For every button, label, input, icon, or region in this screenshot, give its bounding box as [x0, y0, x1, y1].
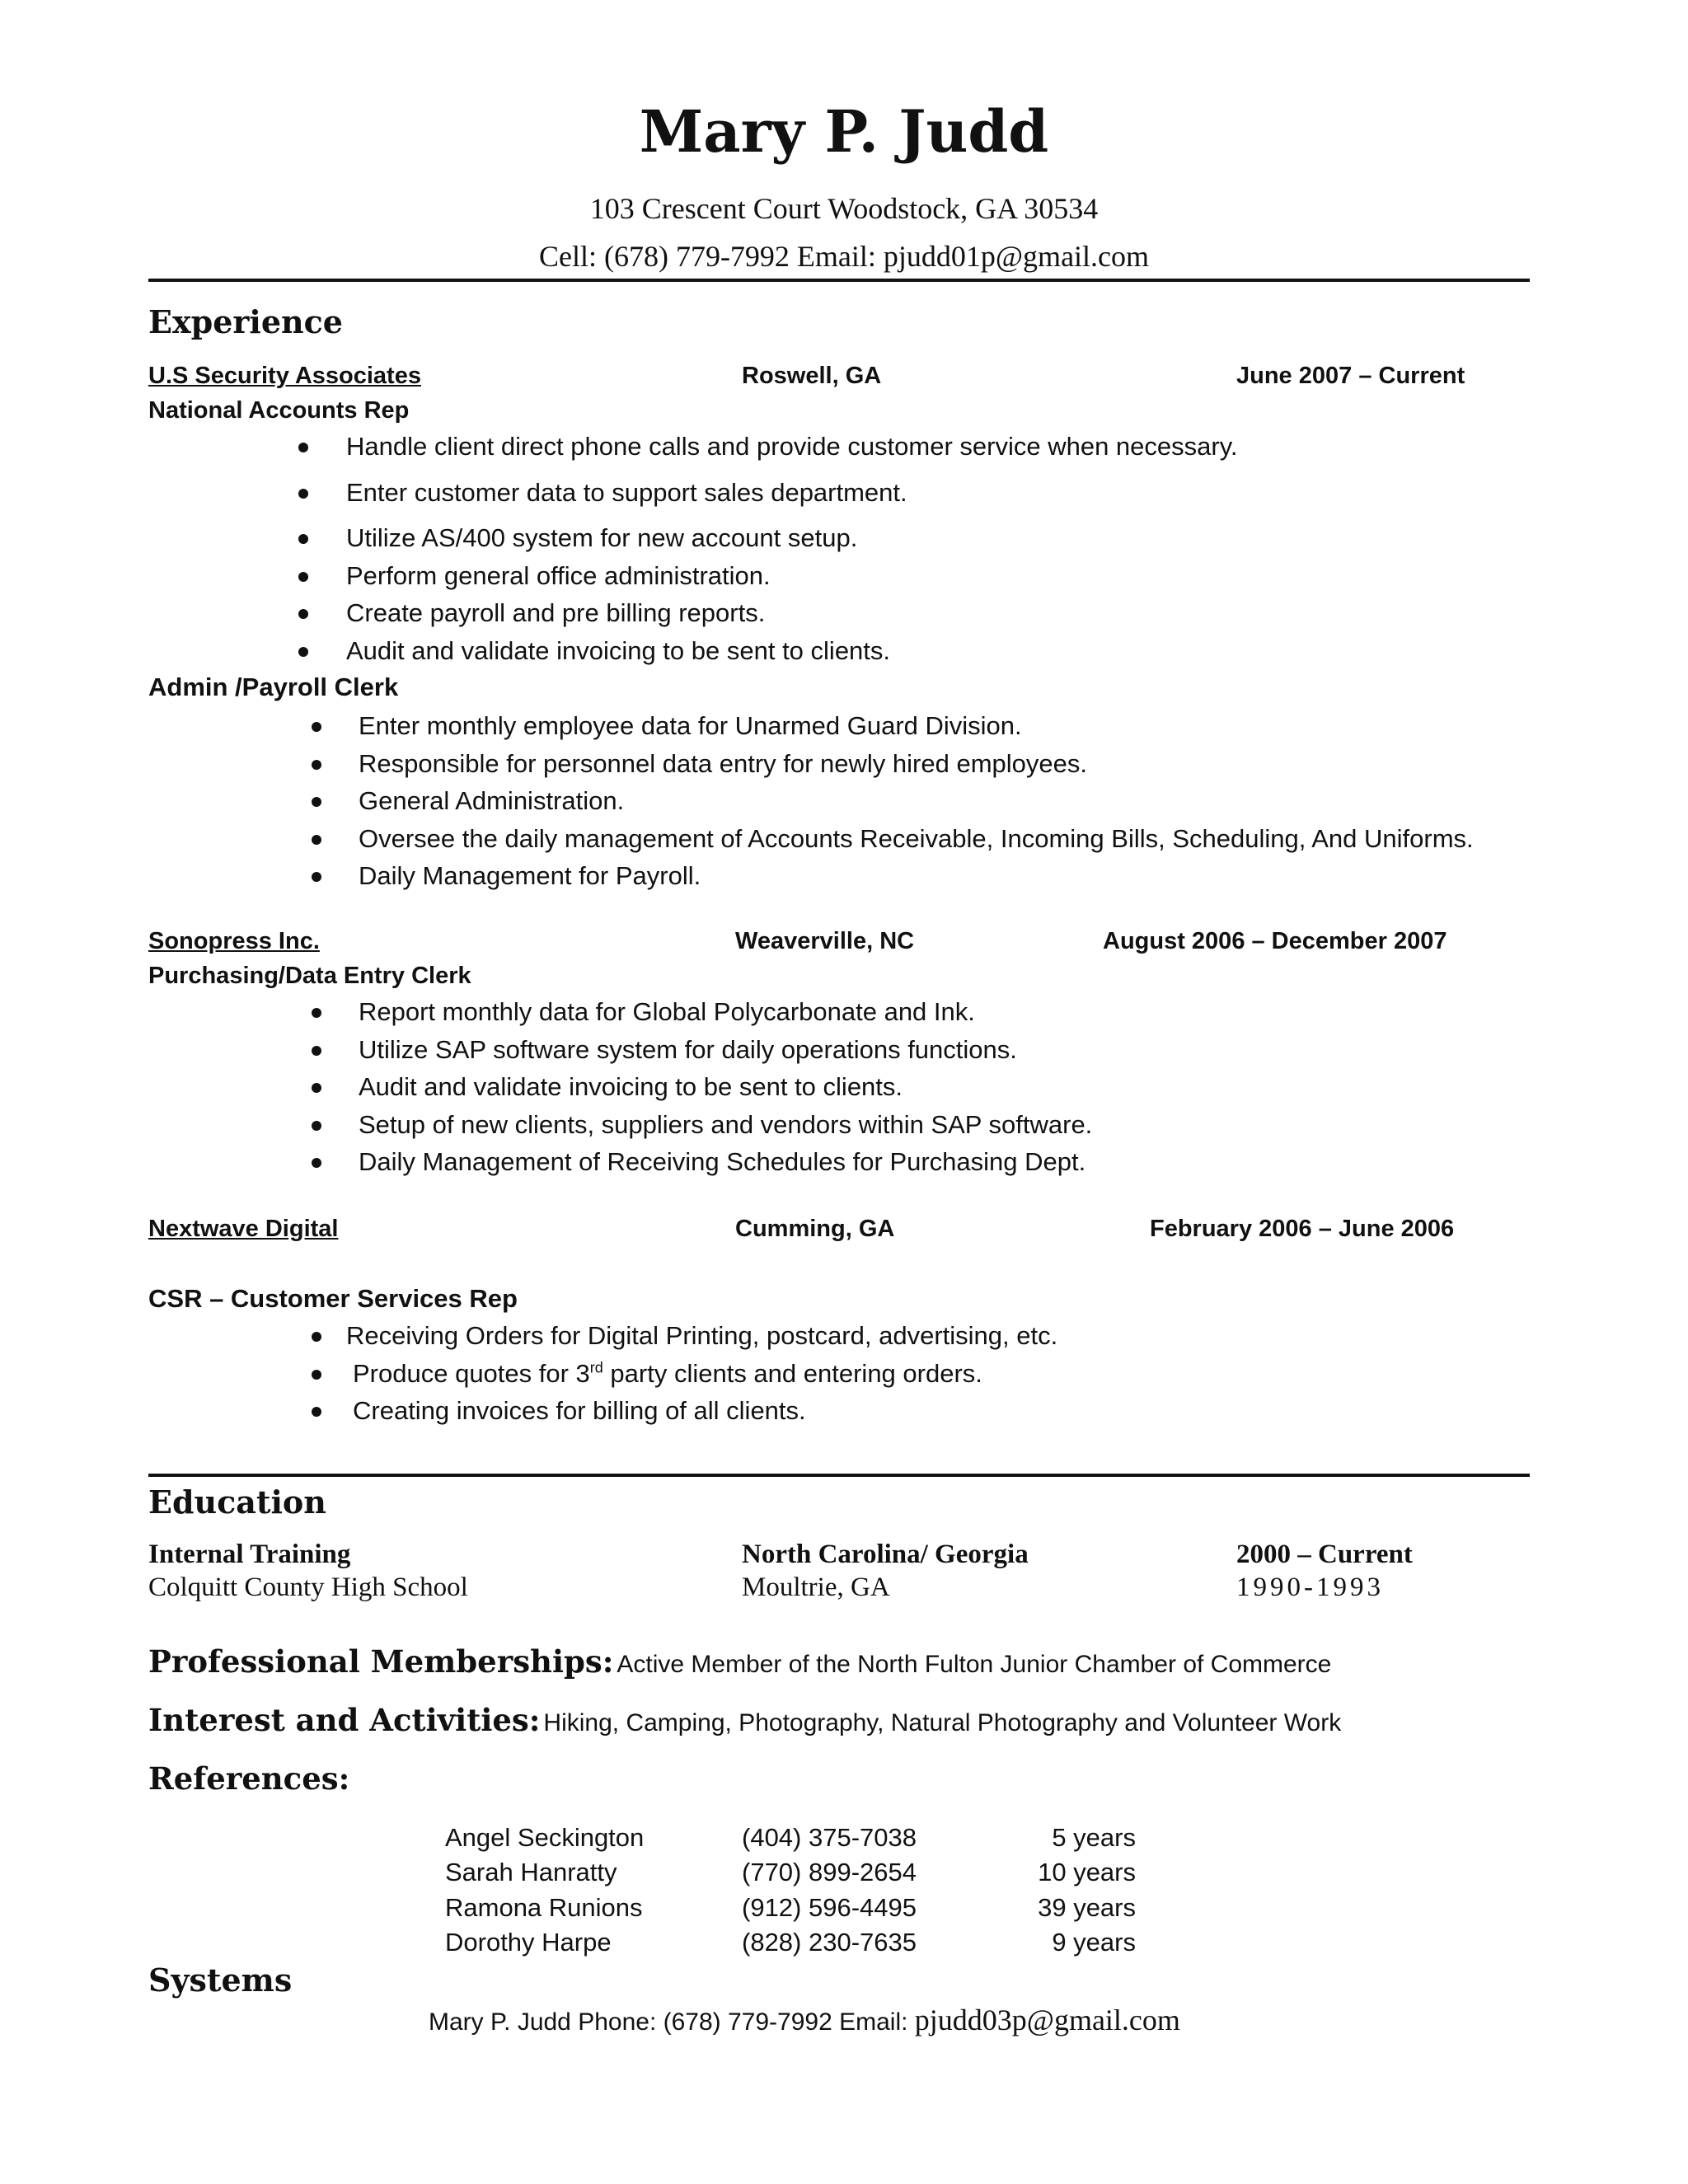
bullet-text: Create payroll and pre billing reports. — [346, 598, 766, 627]
resume-name: Mary P. Judd — [639, 97, 1049, 166]
education-heading: Education — [148, 1483, 326, 1521]
bullet-icon — [298, 443, 308, 452]
bullet-text — [353, 1359, 982, 1389]
bullet-icon — [298, 609, 308, 619]
footer-line — [429, 2003, 1180, 2037]
reference-years: 39 years — [1038, 1893, 1136, 1922]
education-place: North Carolina/ Georgia — [742, 1540, 1029, 1569]
interests-line — [148, 1702, 1341, 1738]
bullet-icon — [298, 489, 308, 499]
reference-name: Ramona Runions — [445, 1893, 643, 1922]
bullet-text: Daily Management for Payroll. — [359, 861, 701, 890]
reference-phone: (912) 596-4495 — [742, 1893, 917, 1922]
bullet-icon — [312, 1121, 321, 1131]
job-title: National Accounts Rep — [148, 397, 410, 424]
job-company: U.S Security Associates — [148, 363, 421, 389]
bullet-icon — [312, 872, 321, 882]
bullet-icon — [312, 1370, 321, 1380]
bullet-icon — [298, 572, 308, 582]
job-dates: August 2006 – December 2007 — [1103, 928, 1447, 954]
bullet-text: Creating invoices for billing of all clients. — [353, 1396, 806, 1425]
superscript-rd: rd — [589, 1359, 603, 1376]
bullet-icon — [312, 1083, 321, 1093]
job-title: CSR – Customer Services Rep — [148, 1284, 518, 1313]
education-place: Moultrie, GA — [742, 1572, 890, 1602]
bullet-icon — [312, 1008, 321, 1018]
bullet-text: Handle client direct phone calls and provide customer service when necessary. — [346, 432, 1238, 461]
bullet-icon — [312, 1407, 321, 1417]
bullet-text: Enter customer data to support sales department. — [346, 478, 907, 507]
systems-heading: Systems — [148, 1961, 293, 1999]
bullet-icon — [312, 835, 321, 845]
header-divider — [148, 279, 1530, 282]
cell-email-line: Cell: (678) 779-7992 Email: pjudd01p@gmail.com — [538, 240, 1150, 273]
bullet-text-part: party clients and entering orders. — [603, 1359, 982, 1388]
reference-name: Dorothy Harpe — [445, 1928, 612, 1957]
bullet-icon — [312, 797, 321, 807]
footer-text: Mary P. Judd Phone: (678) 779-7992 Email: — [429, 2008, 915, 2036]
bullet-text: Enter monthly employee data for Unarmed Guard Division. — [359, 711, 1022, 740]
job-title: Purchasing/Data Entry Clerk — [148, 963, 471, 989]
job-company: Nextwave Digital — [148, 1216, 339, 1242]
bullet-icon — [312, 722, 321, 732]
job-location: Cumming, GA — [735, 1216, 895, 1242]
bullet-text: Responsible for personnel data entry for newly hired employees. — [359, 749, 1087, 778]
reference-phone: (770) 899-2654 — [742, 1858, 917, 1886]
bullet-text: Report monthly data for Global Polycarbonate and Ink. — [359, 997, 975, 1026]
reference-name: Sarah Hanratty — [445, 1858, 617, 1886]
bullet-text: General Administration. — [359, 786, 625, 815]
education-dates: 2000 – Current — [1236, 1540, 1413, 1569]
bullet-text-part: Produce quotes for 3 — [353, 1359, 590, 1388]
memberships-heading: Professional Memberships: — [148, 1643, 614, 1680]
job-location: Weaverville, NC — [735, 928, 915, 954]
bullet-text: Perform general office administration. — [346, 561, 771, 590]
reference-name: Angel Seckington — [445, 1823, 645, 1852]
reference-years: 5 years — [1052, 1823, 1136, 1852]
interests-heading: Interest and Activities: — [148, 1702, 541, 1738]
memberships-text: Active Member of the North Fulton Junior Chamber of Commerce — [617, 1651, 1332, 1678]
references-heading: References: — [148, 1760, 350, 1797]
job-dates: February 2006 – June 2006 — [1150, 1216, 1455, 1242]
education-divider — [148, 1474, 1530, 1477]
bullet-text: Setup of new clients, suppliers and vendors within SAP software. — [359, 1110, 1093, 1139]
job-title: Admin /Payroll Clerk — [148, 673, 399, 701]
bullet-text: Utilize SAP software system for daily operations functions. — [359, 1035, 1017, 1064]
bullet-icon — [312, 1158, 321, 1168]
footer-email: pjudd03p@gmail.com — [914, 2004, 1180, 2036]
bullet-text: Audit and validate invoicing to be sent to clients. — [359, 1072, 903, 1101]
education-name: Colquitt County High School — [148, 1572, 468, 1602]
job-company: Sonopress Inc. — [148, 928, 320, 954]
bullet-icon — [312, 1332, 321, 1342]
bullet-icon — [298, 534, 308, 544]
interests-text: Hiking, Camping, Photography, Natural Photography and Volunteer Work — [543, 1709, 1342, 1736]
job-location: Roswell, GA — [742, 363, 882, 389]
experience-heading: Experience — [148, 303, 343, 340]
job-dates: June 2007 – Current — [1236, 363, 1465, 389]
education-dates: 1990-1993 — [1236, 1572, 1384, 1602]
bullet-text: Receiving Orders for Digital Printing, postcard, advertising, etc. — [346, 1321, 1058, 1350]
bullet-text: Utilize AS/400 system for new account setup. — [346, 523, 858, 552]
bullet-text: Oversee the daily management of Accounts Receivable, Incoming Bills, Scheduling, And Uniforms. — [359, 824, 1474, 853]
bullet-icon — [312, 760, 321, 770]
education-name: Internal Training — [148, 1540, 351, 1569]
reference-phone: (404) 375-7038 — [742, 1823, 917, 1852]
bullet-icon — [298, 647, 308, 657]
bullet-text: Audit and validate invoicing to be sent to clients. — [346, 636, 891, 665]
bullet-text: Daily Management of Receiving Schedules for Purchasing Dept. — [359, 1147, 1086, 1176]
memberships-line — [148, 1643, 1331, 1680]
reference-years: 9 years — [1052, 1928, 1136, 1957]
reference-phone: (828) 230-7635 — [742, 1928, 917, 1957]
bullet-icon — [312, 1046, 321, 1056]
address-line: 103 Crescent Court Woodstock, GA 30534 — [589, 192, 1099, 225]
reference-years: 10 years — [1038, 1858, 1136, 1886]
